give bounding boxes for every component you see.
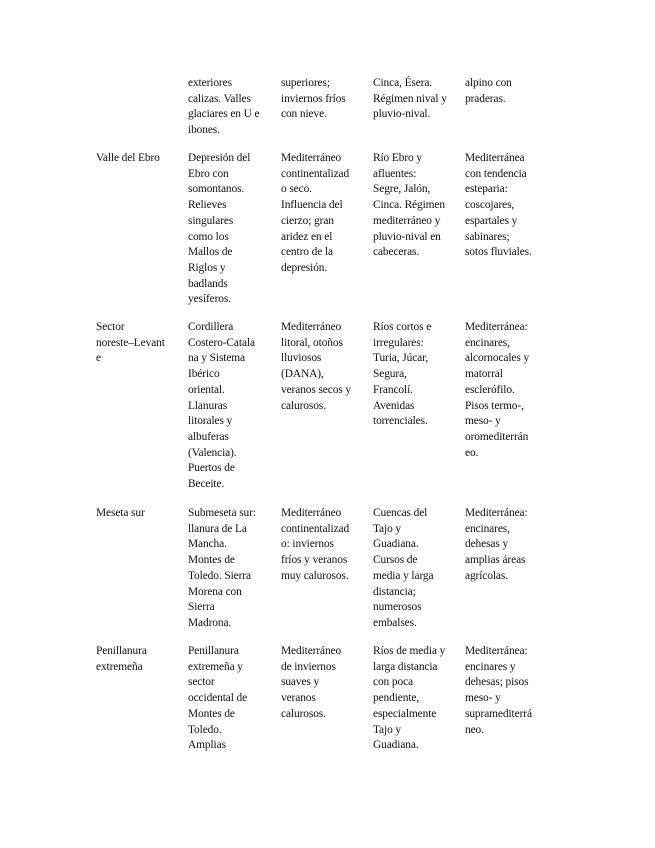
climate-cell: Mediterráneo litoral, otoños lluviosos (DANA), veranos secos y calurosos. — [281, 321, 351, 412]
climate-cell: superiores; inviernos fríos con nieve. — [281, 77, 346, 121]
rivers-cell: Cuencas del Tajo y Guadiana. Cursos de media y larga distancia; numerosos embalses. — [373, 507, 434, 629]
vegetation-cell: Mediterránea: encinares, alcornocales y matorral esclerófilo. Pisos termo-, meso- y oromediterrán eo. — [465, 321, 530, 459]
vegetation-cell: Mediterránea: encinares, dehesas y amplias áreas agrícolas. — [465, 507, 528, 582]
relief-cell: Depresión del Ebro con somontanos. Relieves singulares como los Mallos de Riglos y badlands yesíferos. — [188, 152, 251, 306]
region-cell: Penillanura extremeña — [96, 645, 147, 673]
relief-cell: Submeseta sur: llanura de La Mancha. Montes de Toledo. Sierra Morena con Sierra Madrona. — [188, 507, 256, 629]
vegetation-cell: alpino con praderas. — [465, 77, 512, 105]
climate-cell: Mediterráneo continentalizad o seco. Influencia del cierzo; gran aridez en el centro de la depresión. — [281, 152, 350, 274]
rivers-cell: Cinca, Ésera. Régimen nival y pluvio-nival. — [373, 77, 447, 121]
climate-cell: Mediterráneo continentalizad o: inviernos fríos y veranos muy calurosos. — [281, 507, 350, 582]
region-cell: Valle del Ebro — [96, 152, 160, 164]
rivers-cell: Ríos cortos e irregulares: Turia, Júcar, Segura, Francolí. Avenidas torrenciales. — [373, 321, 432, 428]
vegetation-cell: Mediterránea con tendencia esteparia: coscojares, espartales y sabinares; sotos fluviales. — [465, 152, 532, 259]
relief-cell: exteriores calizas. Valles glaciares en U e ibones. — [188, 77, 260, 137]
climate-cell: Mediterráneo de inviernos suaves y veranos calurosos. — [281, 645, 342, 720]
region-cell: Meseta sur — [96, 507, 145, 519]
vegetation-cell: Mediterránea: encinares y dehesas; pisos meso- y supramediterrá neo. — [465, 645, 532, 736]
relief-cell: Cordillera Costero-Catala na y Sistema Ibérico oriental. Llanuras litorales y albuferas (Valencia). Puertos de Beceite. — [188, 321, 255, 491]
relief-cell: Penillanura extremeña y sector occidental de Montes de Toledo. Amplias — [188, 645, 248, 752]
rivers-cell: Ríos de media y larga distancia con poca pendiente, especialmente Tajo y Guadiana. — [373, 645, 446, 752]
region-cell: Sector noreste–Levant e — [96, 321, 165, 365]
rivers-cell: Río Ebro y afluentes: Segre, Jalón, Cinca. Régimen mediterráneo y pluvio-nival en cabeceras. — [373, 152, 445, 259]
